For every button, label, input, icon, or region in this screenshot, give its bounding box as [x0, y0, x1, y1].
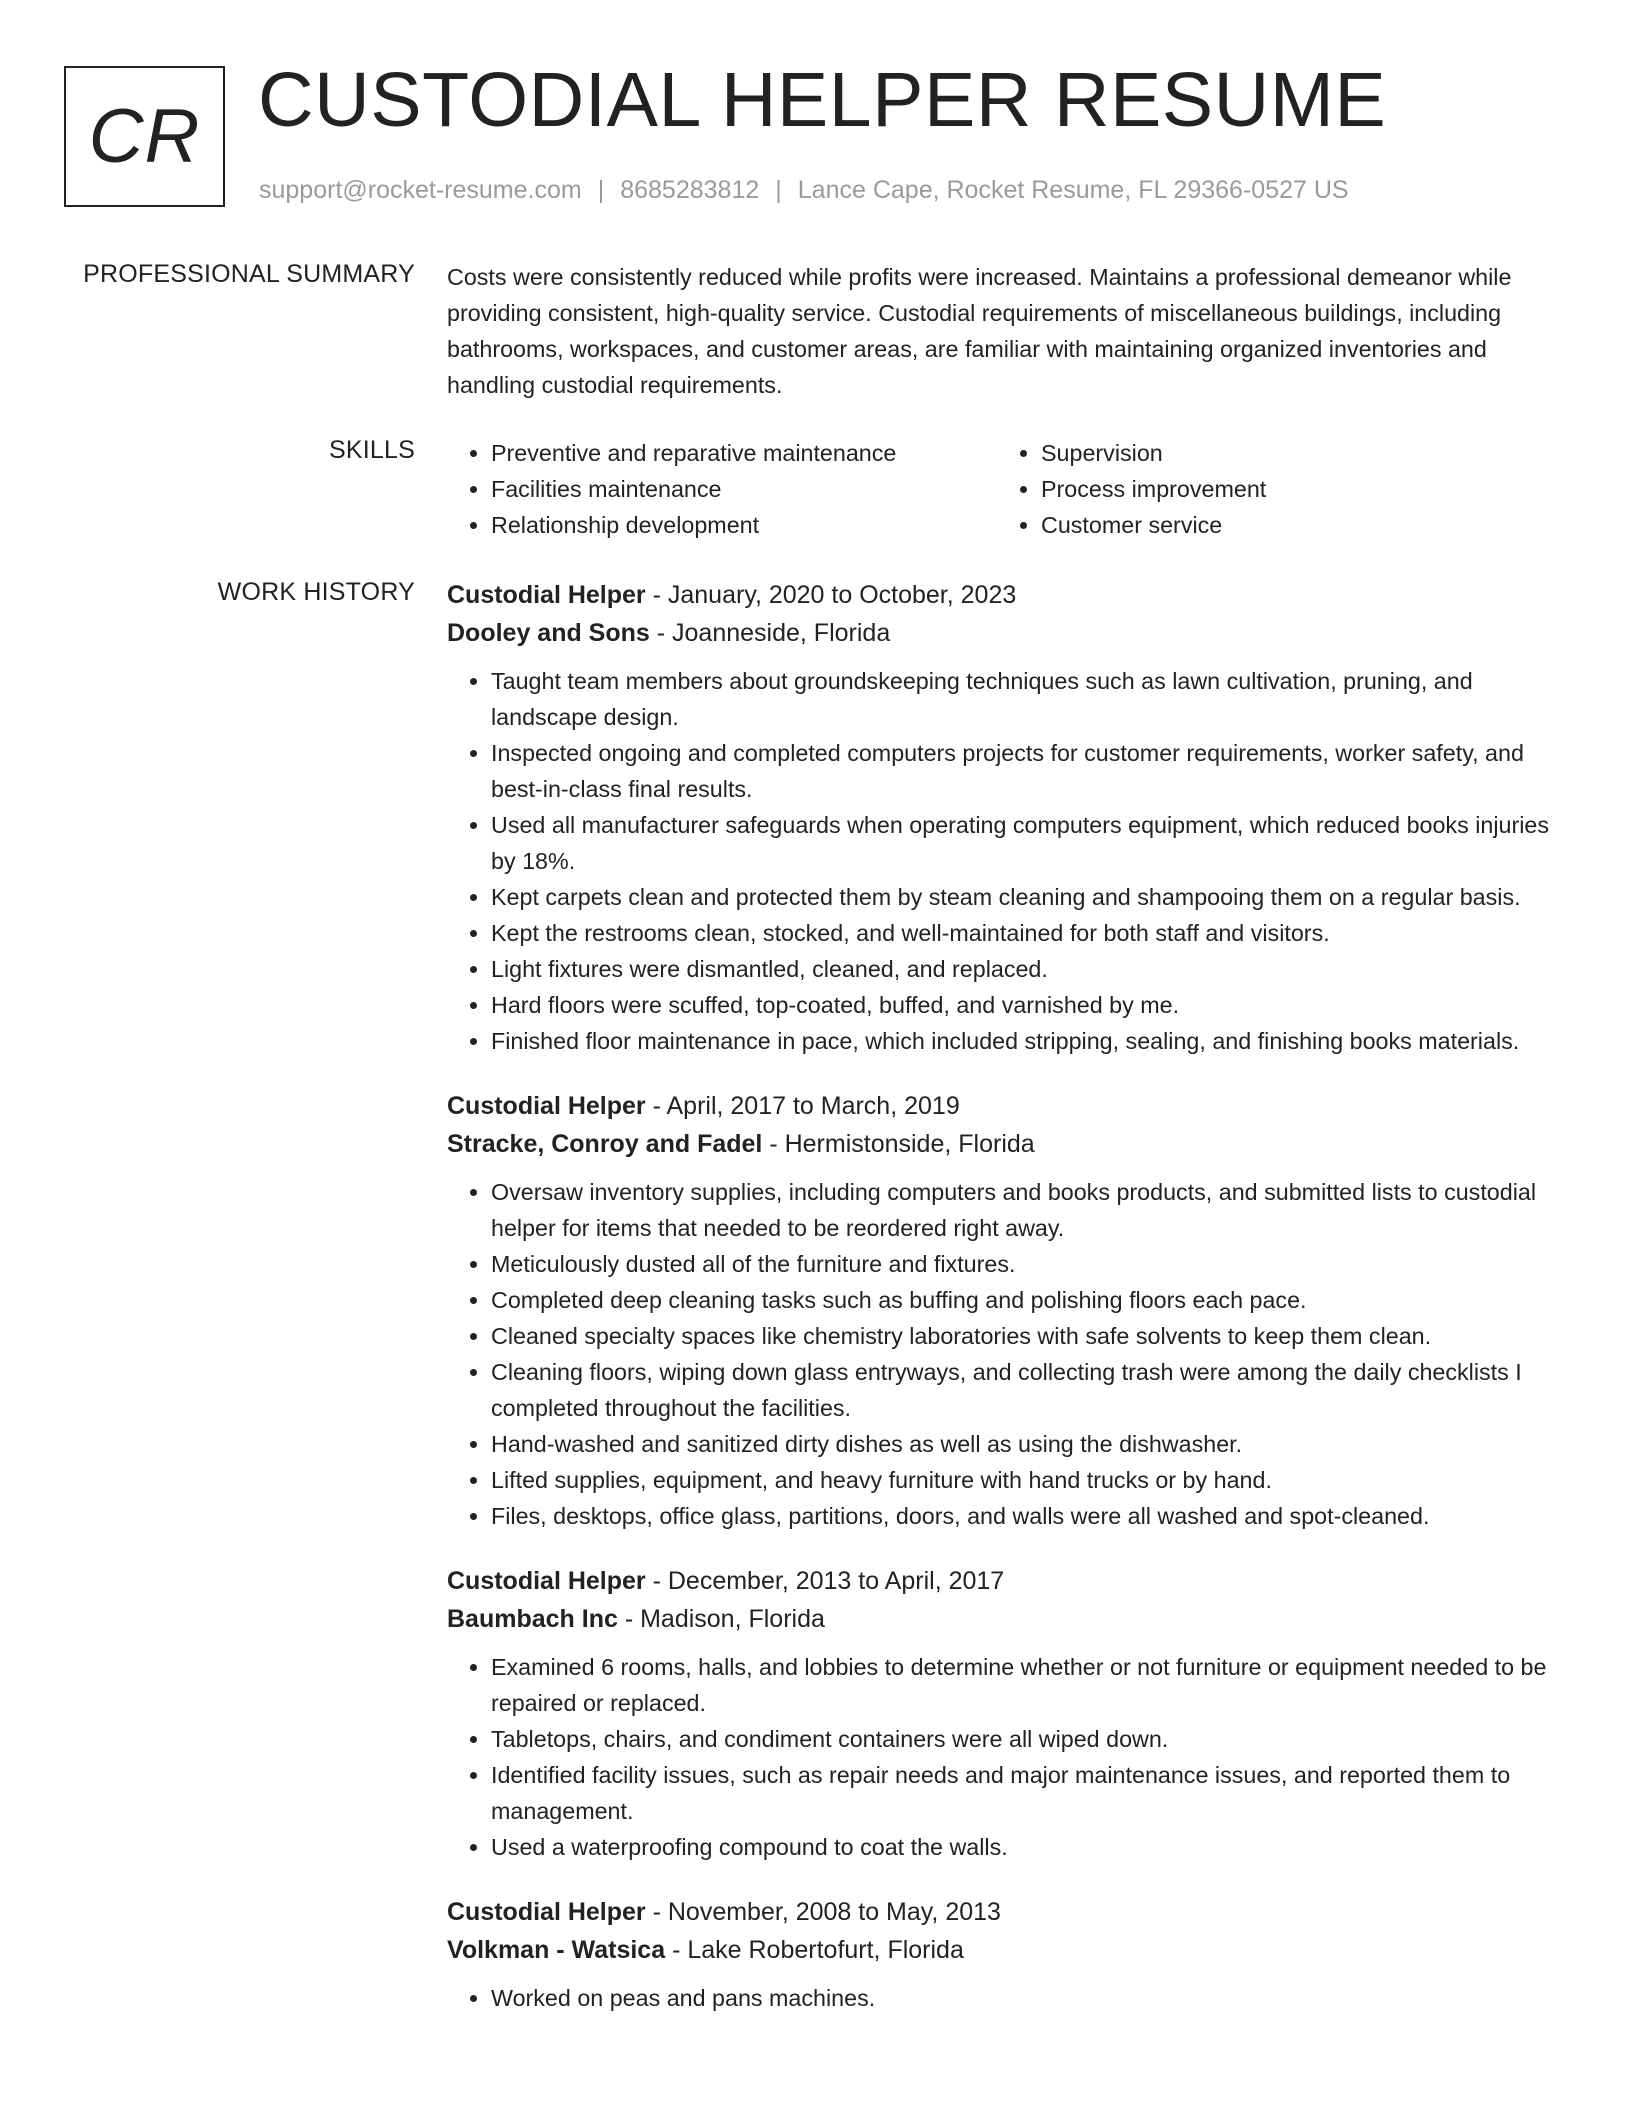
skills-list-right: [997, 435, 1547, 543]
section-label-summary: PROFESSIONAL SUMMARY: [83, 260, 415, 288]
job-bullet: • Tabletops, chairs, and condiment containers were all wiped down.: [491, 1721, 1562, 1757]
job-title-line: [447, 576, 1562, 614]
job-company: Volkman - Watsica: [447, 1936, 666, 1964]
job-company: Baumbach Inc: [447, 1605, 618, 1633]
job-dates: - January, 2020 to October, 2023: [645, 581, 1017, 609]
job-bullet: • Hard floors were scuffed, top-coated, buffed, and varnished by me.: [491, 987, 1562, 1023]
job-location: - Madison, Florida: [617, 1605, 825, 1633]
section-label-work-history: WORK HISTORY: [217, 578, 415, 606]
summary-section: [447, 259, 1562, 403]
section-label-skills: SKILLS: [329, 436, 415, 464]
job-entry: [447, 576, 1562, 1059]
job-company: Stracke, Conroy and Fadel: [447, 1130, 763, 1158]
job-location: - Hermistonside, Florida: [762, 1130, 1035, 1158]
contact-separator: |: [775, 176, 782, 204]
skills-section: [447, 435, 1562, 543]
skill-item: • Relationship development: [491, 507, 997, 543]
contact-phone: 8685283812: [620, 176, 760, 204]
job-location: - Joanneside, Florida: [649, 619, 891, 647]
job-company-line: [447, 614, 1562, 652]
skills-column-left: [447, 435, 997, 543]
job-bullet: • Taught team members about groundskeeping techniques such as lawn cultivation, pruning, and landscape design.: [491, 663, 1562, 735]
job-entry: [447, 1562, 1562, 1865]
job-entry: [447, 1893, 1562, 2016]
job-bullet: • Cleaning floors, wiping down glass entryways, and collecting trash were among the daily checklists I completed throughout the facilities.: [491, 1354, 1562, 1426]
skills-list-left: [447, 435, 997, 543]
job-company-line: [447, 1931, 1562, 1969]
job-title-line: [447, 1893, 1562, 1931]
job-bullet: • Examined 6 rooms, halls, and lobbies to determine whether or not furniture or equipment needed to be repaired or replaced.: [491, 1649, 1562, 1721]
job-bullet: • Files, desktops, office glass, partitions, doors, and walls were all washed and spot-cleaned.: [491, 1498, 1562, 1534]
contact-line: [259, 176, 1349, 205]
skill-item: • Customer service: [1041, 507, 1547, 543]
job-bullet: • Light fixtures were dismantled, cleaned, and replaced.: [491, 951, 1562, 987]
contact-address: Lance Cape, Rocket Resume, FL 29366-0527 US: [797, 176, 1349, 204]
job-bullet: • Inspected ongoing and completed computers projects for customer requirements, worker safety, and best-in-class final results.: [491, 735, 1562, 807]
job-bullet: • Hand-washed and sanitized dirty dishes as well as using the dishwasher.: [491, 1426, 1562, 1462]
job-company-line: [447, 1600, 1562, 1638]
job-company: Dooley and Sons: [447, 619, 650, 647]
job-bullet: • Lifted supplies, equipment, and heavy furniture with hand trucks or by hand.: [491, 1462, 1562, 1498]
job-title: Custodial Helper: [447, 581, 646, 609]
job-bullet: • Kept carpets clean and protected them by steam cleaning and shampooing them on a regular basis.: [491, 879, 1562, 915]
resume-title: CUSTODIAL HELPER RESUME: [258, 57, 1387, 143]
job-bullet-list: [447, 1174, 1562, 1534]
job-title: Custodial Helper: [447, 1567, 646, 1595]
job-bullet: • Worked on peas and pans machines.: [491, 1980, 1562, 2016]
job-bullet: • Identified facility issues, such as repair needs and major maintenance issues, and reported them to management.: [491, 1757, 1562, 1829]
job-title: Custodial Helper: [447, 1898, 646, 1926]
summary-text: Costs were consistently reduced while profits were increased. Maintains a professional demeanor while providing consistent, high-quality service. Custodial requirements of miscellaneous buildings, including bathrooms, workspaces, and customer areas, are familiar with maintaining organized inventories and handling custodial requirements.: [447, 264, 1512, 398]
job-dates: - April, 2017 to March, 2019: [645, 1092, 960, 1120]
monogram-box: [64, 66, 225, 207]
contact-email: support@rocket-resume.com: [259, 176, 582, 204]
skills-columns: [447, 435, 1562, 543]
job-bullet-list: [447, 663, 1562, 1059]
job-company-line: [447, 1125, 1562, 1163]
skill-item: • Preventive and reparative maintenance: [491, 435, 997, 471]
job-title-line: [447, 1087, 1562, 1125]
monogram-initials: CR: [88, 94, 201, 179]
job-entry: [447, 1087, 1562, 1534]
skill-item: • Facilities maintenance: [491, 471, 997, 507]
skills-column-right: [997, 435, 1547, 543]
job-dates: - December, 2013 to April, 2017: [645, 1567, 1005, 1595]
skill-item: • Supervision: [1041, 435, 1547, 471]
job-title-line: [447, 1562, 1562, 1600]
job-location: - Lake Robertofurt, Florida: [665, 1936, 964, 1964]
job-title: Custodial Helper: [447, 1092, 646, 1120]
skill-item: • Process improvement: [1041, 471, 1547, 507]
job-bullet: • Kept the restrooms clean, stocked, and well-maintained for both staff and visitors.: [491, 915, 1562, 951]
job-bullet: • Meticulously dusted all of the furniture and fixtures.: [491, 1246, 1562, 1282]
job-bullet: • Cleaned specialty spaces like chemistry laboratories with safe solvents to keep them clean.: [491, 1318, 1562, 1354]
job-dates: - November, 2008 to May, 2013: [645, 1898, 1001, 1926]
job-bullet-list: [447, 1980, 1562, 2016]
contact-separator: |: [597, 176, 605, 204]
job-bullet: • Used all manufacturer safeguards when operating computers equipment, which reduced books injuries by 18%.: [491, 807, 1562, 879]
job-bullet: • Oversaw inventory supplies, including computers and books products, and submitted lists to custodial helper for items that needed to be reordered right away.: [491, 1174, 1562, 1246]
job-bullet: • Completed deep cleaning tasks such as buffing and polishing floors each pace.: [491, 1282, 1562, 1318]
job-bullet: • Finished floor maintenance in pace, which included stripping, sealing, and finishing books materials.: [491, 1023, 1562, 1059]
work-history-section: [447, 576, 1562, 2044]
job-bullet-list: [447, 1649, 1562, 1865]
job-bullet: • Used a waterproofing compound to coat the walls.: [491, 1829, 1562, 1865]
